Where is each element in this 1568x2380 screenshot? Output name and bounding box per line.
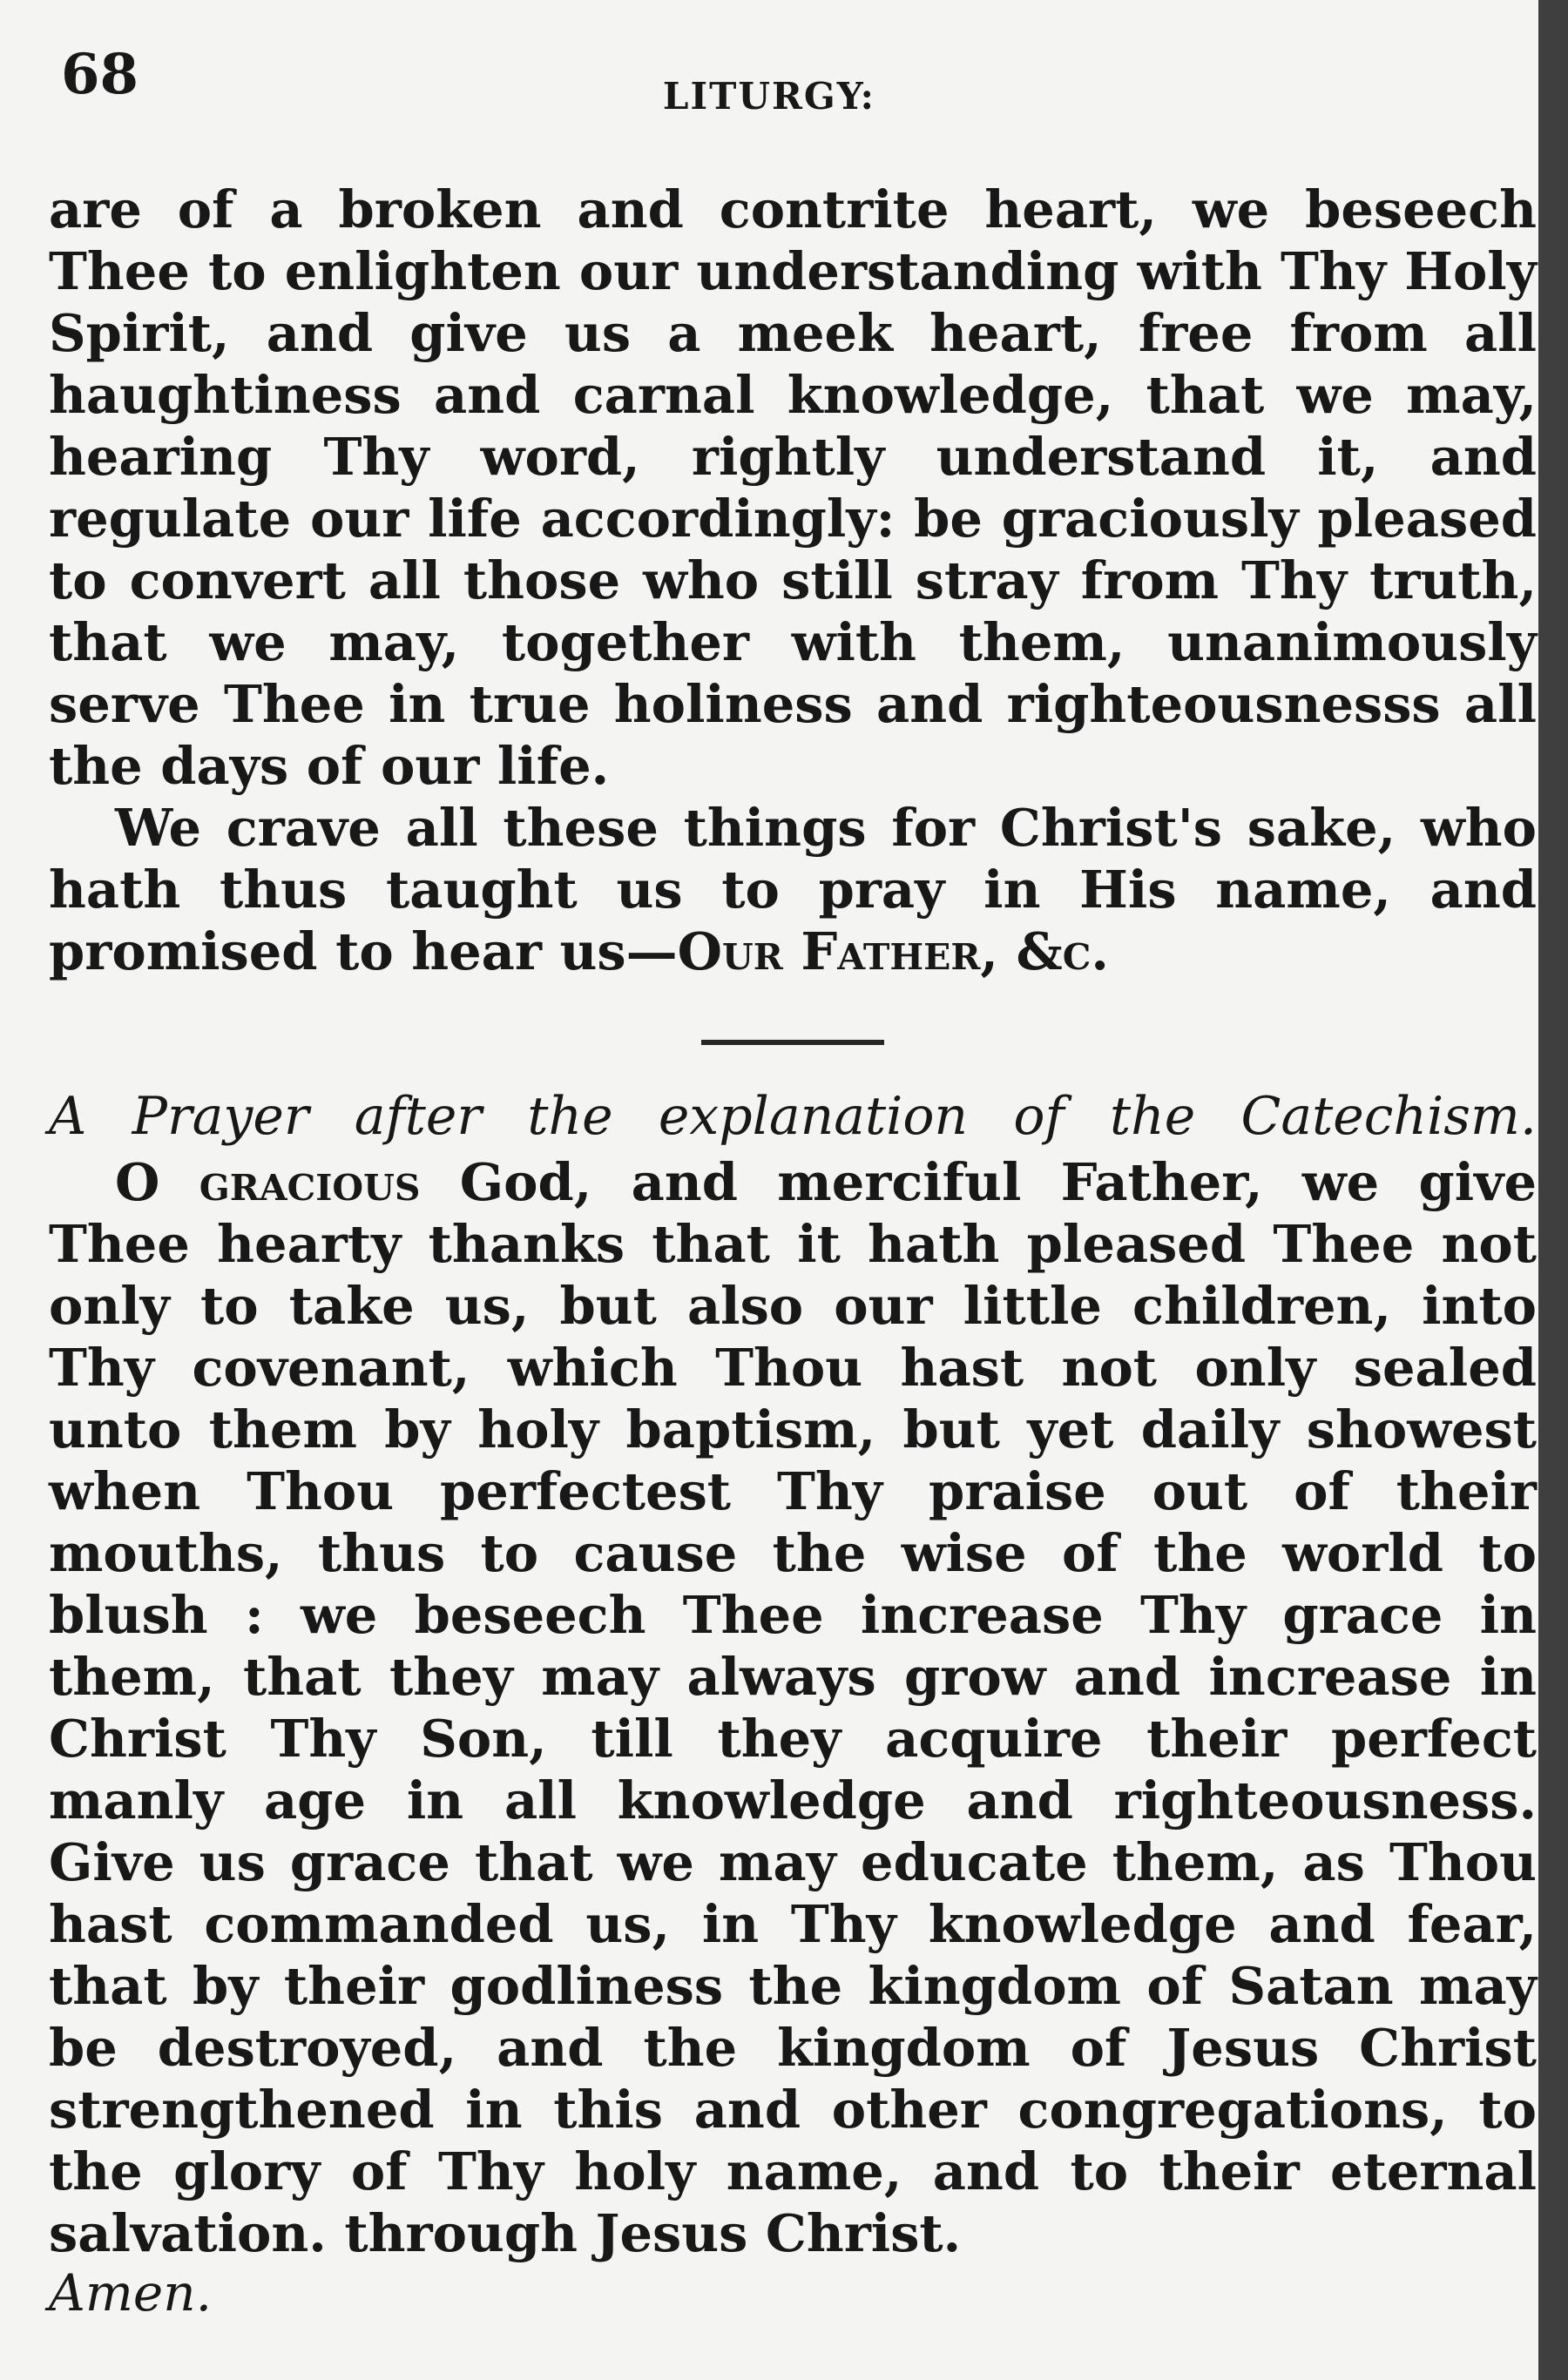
closing-amen: Amen. [49,2263,212,2323]
paragraph-gracious-god [49,1151,1537,2264]
paragraph-christs-sake-text: We crave all these things for Christ's sake, who hath thus taught us to pray in His name, and promised to hear us— [49,798,1537,981]
body-text [49,179,1537,2322]
paragraph-gracious-god-text: God, and merciful Father, we give Thee hearty thanks that it hath pleased Thee not only to take us, but also our little children, into Thy covenant, which Thou hast not only sealed unto them by holy baptism, but yet daily showest when Thou perfectest Thy praise out of their mouths, thus to cause the wise of the world to blush : we beseech Thee increase Thy grace in them, that they may always grow and increase in Christ Thy Son, till they acquire their perfect manly age in all knowledge and righteousness. Give us grace that we may educate them, as Thou hast commanded us, in Thy knowledge and fear, that by their godliness the kingdom of Satan may be destroyed, and the kingdom of Jesus Christ strengthened in this and other congregations, to the glory of Thy holy name, and to their eternal salvation. through Jesus Christ. [49,1152,1537,2263]
paragraph-lead-words: O gracious [115,1152,421,1212]
section-divider [701,1040,884,1045]
our-father-reference: Our Father, &c. [677,921,1109,981]
running-head: LITURGY: [662,75,876,118]
page-number: 68 [61,42,139,107]
paragraph-christs-sake [49,797,1537,982]
paragraph-continuation: are of a broken and contrite heart, we beseech Thee to enlighten our understanding with Thy Holy Spirit, and give us a meek heart, free from all haughtiness and carnal knowledge, that we may, hearing Thy word, rightly understand it, and regulate our life accordingly: be graciously pleased to convert all those who still stray from Thy truth, that we may, together with them, unanimously serve Thee in true holiness and righteousnesss all the days of our life. [49,179,1537,796]
section-title: A Prayer after the explanation of the Catechism. [49,1086,1537,1147]
